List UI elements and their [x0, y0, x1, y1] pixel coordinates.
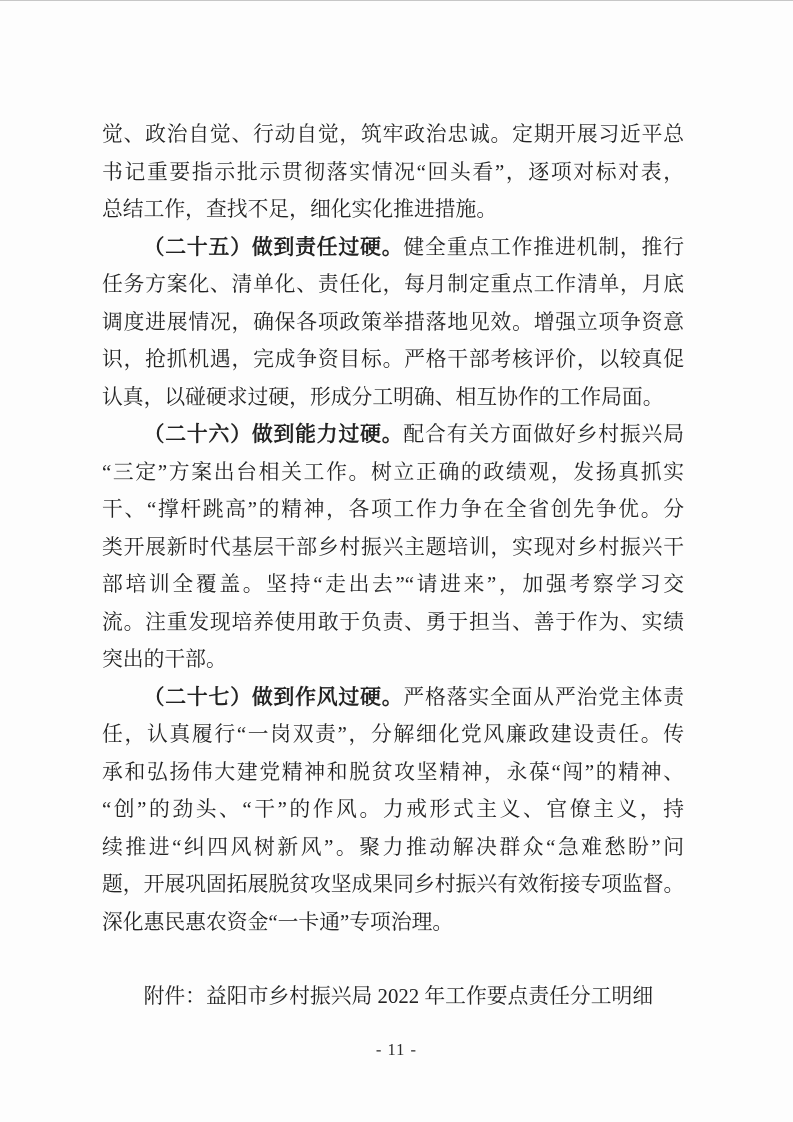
body-text: 配合有关方面做好乡村振兴局 — [403, 423, 685, 446]
text-line — [102, 379, 684, 417]
page-number: - 11 - — [375, 1040, 418, 1059]
text-line — [102, 604, 684, 642]
text-line — [102, 454, 684, 492]
body-text: 续推进“纠四风树新风”。聚力推动解决群众“急难愁盼”问 — [102, 835, 684, 859]
text-line — [102, 866, 684, 904]
body-text: 突出的干部。 — [102, 648, 227, 671]
text-line — [102, 116, 684, 154]
body-text: 任务方案化、清单化、责任化，每月制定重点工作清单，月底 — [102, 273, 684, 296]
attachment-note: 附件：益阳市乡村振兴局 2022 年工作要点责任分工明细 — [143, 985, 654, 1008]
body-text: 部培训全覆盖。坚持“走出去”“请进来”，加强考察学习交 — [102, 573, 684, 596]
text-line — [102, 416, 684, 454]
text-line — [102, 566, 684, 604]
text-line — [102, 191, 684, 229]
clause-heading: （二十六）做到能力过硬。 — [143, 423, 404, 446]
text-line — [102, 791, 684, 829]
text-line — [102, 679, 684, 717]
text-line — [102, 154, 684, 192]
body-text: 流。注重发现培养使用敢于负责、勇于担当、善于作为、实绩 — [102, 610, 684, 634]
text-line — [102, 754, 684, 792]
text-line — [102, 904, 684, 942]
body-text: 健全重点工作推进机制，推行 — [403, 235, 685, 259]
body-text: 总结工作，查找不足，细化实化推进措施。 — [102, 198, 498, 221]
text-line — [102, 829, 684, 867]
body-text: 任，认真履行“一岗双责”，分解细化党风廉政建设责任。传 — [102, 723, 684, 746]
body-text: 认真，以碰硬求过硬，形成分工明确、相互协作的工作局面。 — [102, 385, 664, 409]
text-line — [102, 229, 684, 267]
body-text: 深化惠民惠农资金“一卡通”专项治理。 — [102, 910, 454, 934]
body-text: 调度进展情况，确保各项政策举措落地见效。增强立项争资意 — [102, 310, 684, 334]
body-text: 题，开展巩固拓展脱贫攻坚成果同乡村振兴有效衔接专项监督。 — [102, 873, 685, 896]
text-line — [102, 641, 684, 679]
body-text: 书记重要指示批示贯彻落实情况“回头看”，逐项对标对表， — [102, 160, 684, 184]
body-text: “三定”方案出台相关工作。树立正确的政绩观，发扬真抓实 — [102, 460, 684, 484]
clause-heading: （二十七）做到作风过硬。 — [143, 685, 404, 709]
clause-heading: （二十五）做到责任过硬。 — [143, 235, 404, 259]
text-line — [102, 304, 684, 342]
text-line — [102, 491, 684, 529]
text-line — [102, 529, 684, 567]
body-text: 干、“撑杆跳高”的精神，各项工作力争在全省创先争优。分 — [102, 498, 684, 521]
body-text: 觉、政治自觉、行动自觉，筑牢政治忠诚。定期开展习近平总 — [102, 123, 684, 146]
body-text: 严格落实全面从严治党主体责 — [403, 685, 685, 709]
body-text: “创”的劲头、“干”的作风。力戒形式主义、官僚主义，持 — [102, 798, 684, 821]
body-text: 类开展新时代基层干部乡村振兴主题培训，实现对乡村振兴干 — [102, 535, 684, 559]
document-body — [102, 116, 684, 941]
text-line — [102, 716, 684, 754]
page-top-edge — [0, 0, 793, 1]
text-line — [102, 266, 684, 304]
body-text: 承和弘扬伟大建党精神和脱贫攻坚精神，永葆“闯”的精神、 — [102, 760, 684, 784]
text-line — [102, 341, 684, 379]
body-text: 识，抢抓机遇，完成争资目标。严格干部考核评价，以较真促 — [102, 348, 684, 371]
